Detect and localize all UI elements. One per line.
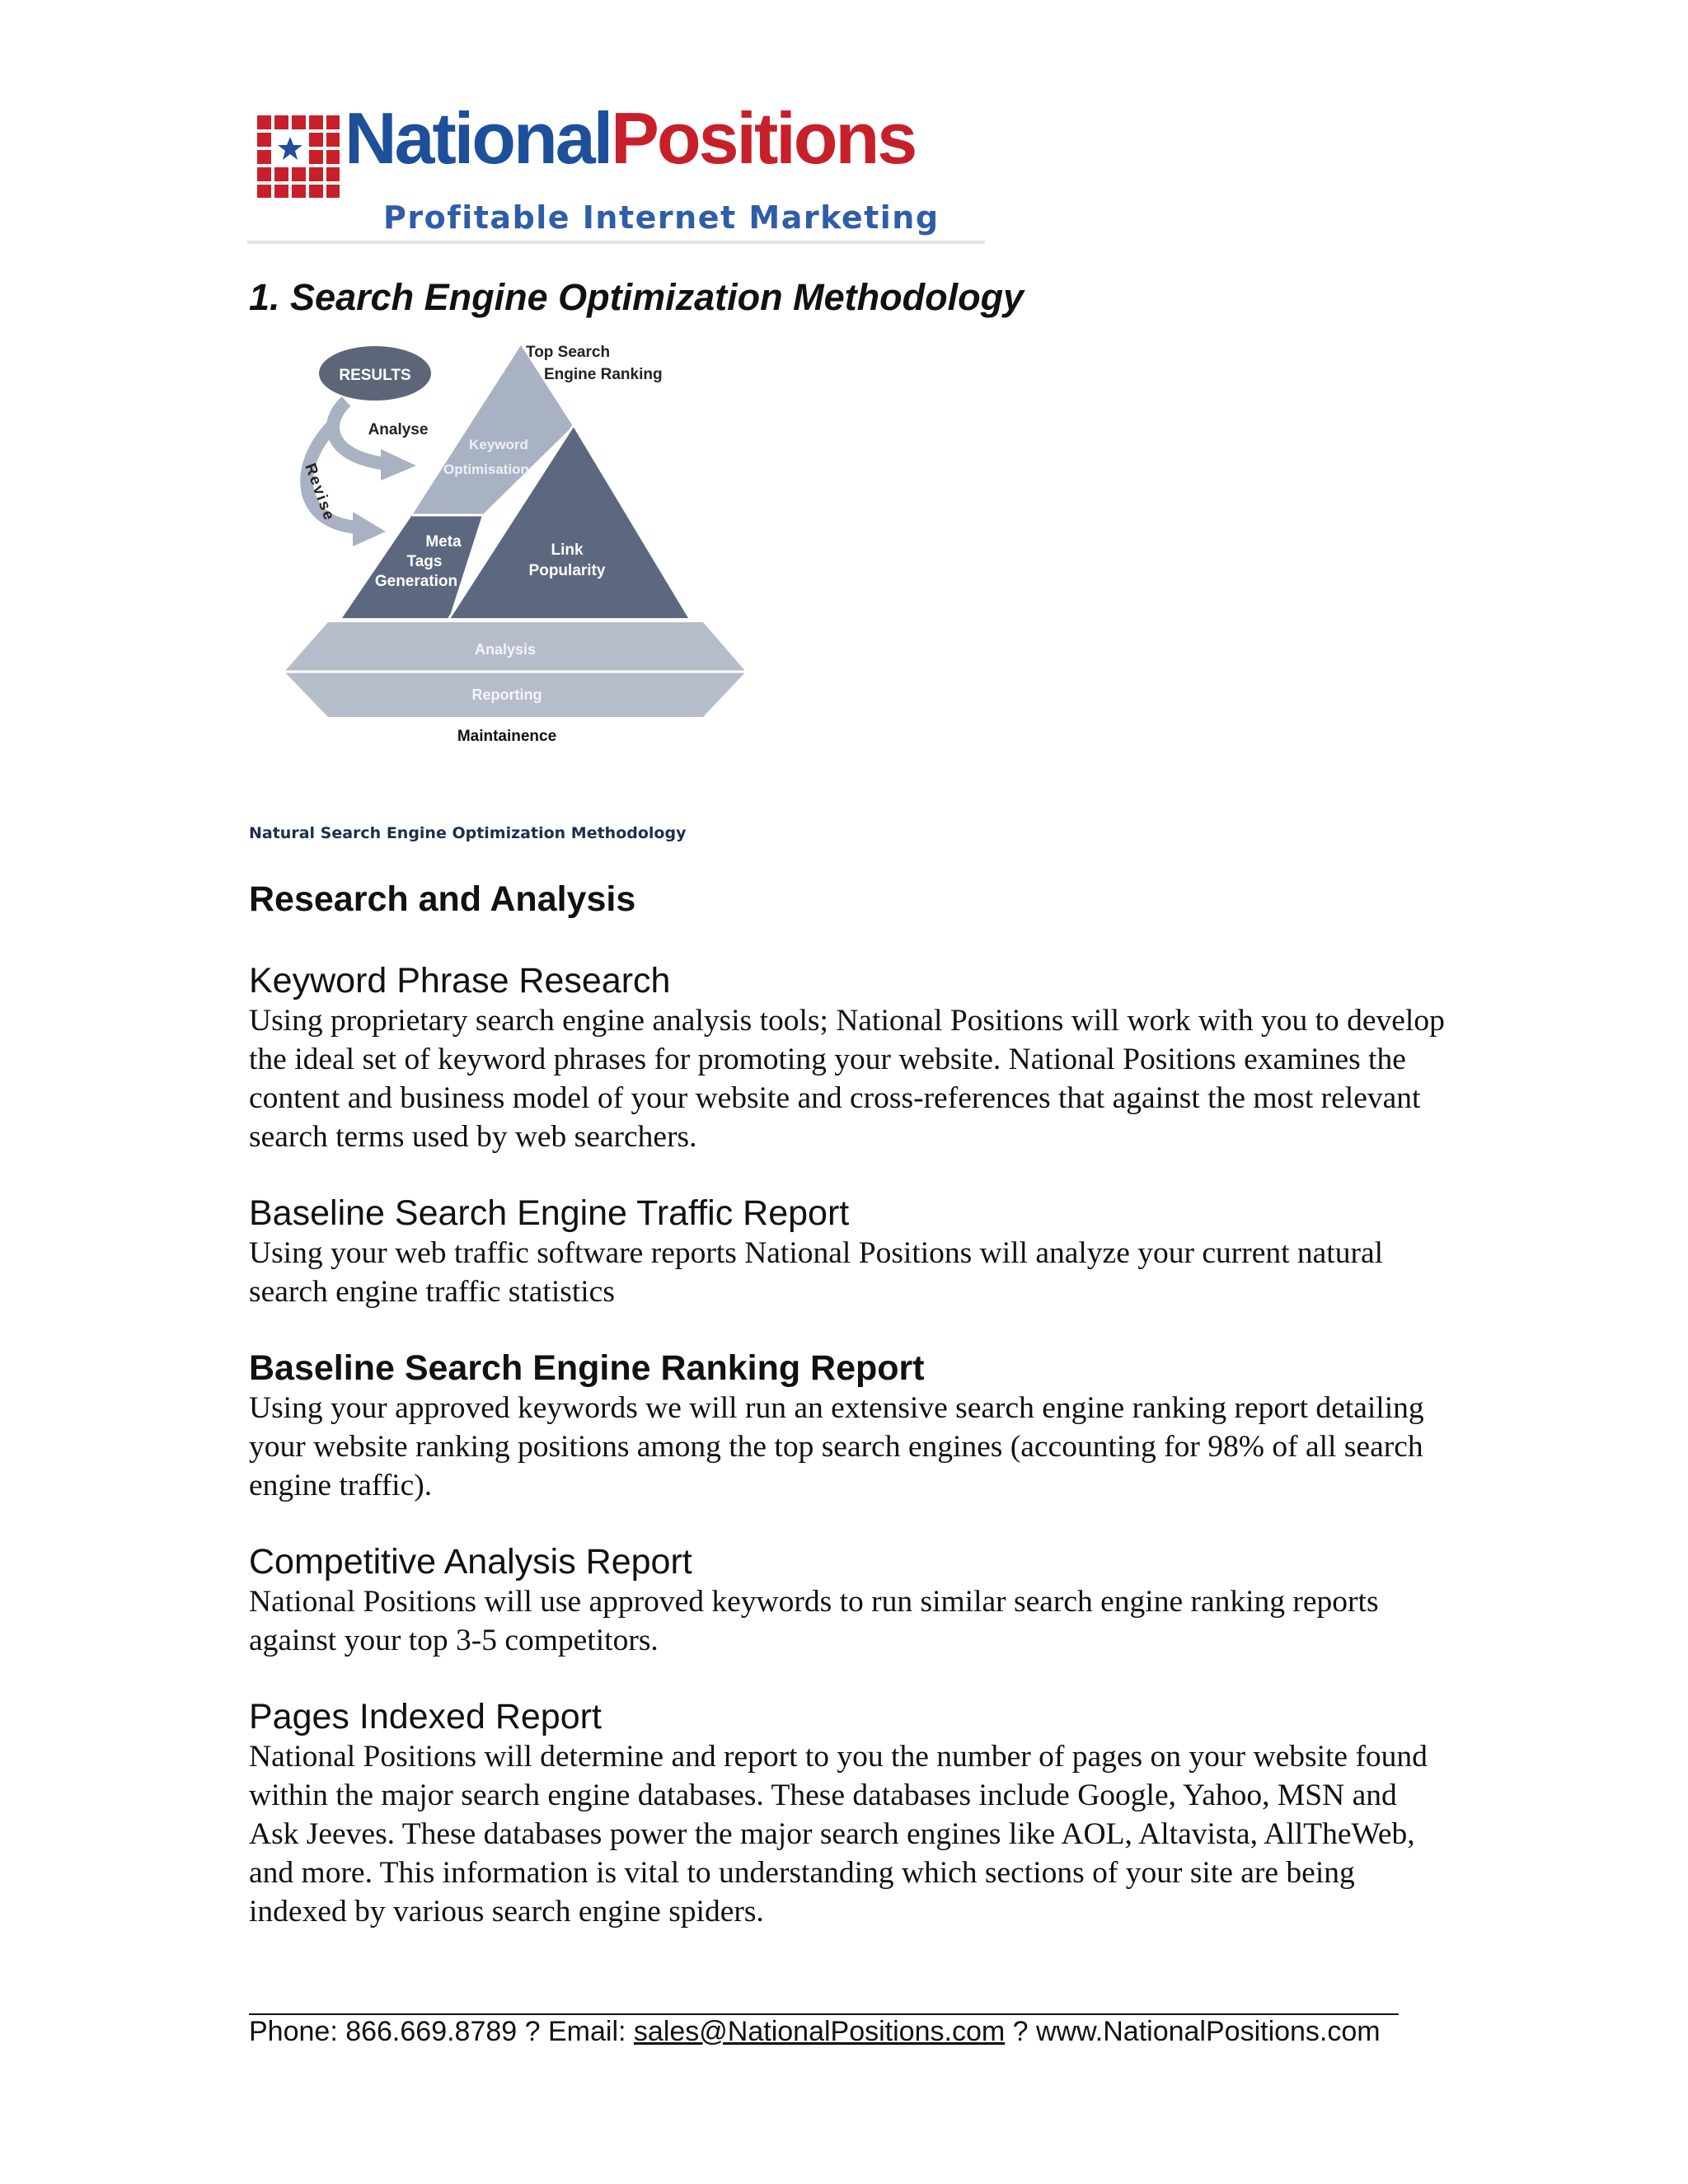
footer-website: www.NationalPositions.com: [1036, 2016, 1381, 2047]
traffic-report-section: [249, 1193, 1452, 1311]
footer-email-link[interactable]: sales@NationalPositions.com: [633, 2016, 1006, 2047]
footer-phone: Phone: 866.669.8789 ? Email:: [249, 2016, 634, 2047]
footer-separator: ?: [1005, 2016, 1036, 2047]
link-label-1: Link: [551, 541, 584, 559]
results-label: RESULTS: [339, 367, 411, 384]
logo-wordmark: [345, 97, 916, 179]
keyword-phrase-research-heading: Keyword Phrase Research: [249, 961, 671, 1001]
seo-methodology-diagram: [247, 334, 775, 762]
top-ranking-label-1: Top Search: [526, 344, 611, 361]
link-label-2: Popularity: [528, 562, 606, 579]
pages-indexed-heading: Pages Indexed Report: [249, 1697, 602, 1736]
reporting-label: Reporting: [471, 687, 542, 703]
section-heading: Research and Analysis: [249, 879, 636, 919]
meta-label-2: Tags: [406, 553, 443, 570]
company-logo: [247, 97, 985, 246]
keyword-label-1: Keyword: [469, 437, 528, 452]
meta-label-3: Generation: [374, 573, 458, 590]
meta-label-1: Meta: [425, 533, 462, 551]
ranking-report-section: [249, 1347, 1452, 1505]
page-title: 1. Search Engine Optimization Methodology: [249, 276, 1025, 318]
ranking-report-body: Using your approved keywords we will run an extensive search engine ranking report detailing your website ranking positions among the top search engines (accounting for 98% of all search engine traffic).: [249, 1391, 1424, 1502]
maintenance-label: Maintainence: [457, 728, 557, 745]
keyword-phrase-research-section: [249, 960, 1452, 1156]
top-ranking-label-2: Engine Ranking: [544, 366, 663, 383]
competitive-analysis-section: [249, 1541, 1452, 1660]
ranking-report-heading: Baseline Search Engine Ranking Report: [249, 1348, 925, 1388]
competitive-analysis-body: National Positions will use approved keywords to run similar search engine ranking reports against your top 3-5 competitors.: [249, 1585, 1379, 1657]
logo-word-national: National: [345, 97, 612, 179]
pages-indexed-body: National Positions will determine and report to you the number of pages on your website found within the major search engine databases. These databases include Google, Yahoo, MSN and Ask Jeeves. These databases power the major search engines like AOL, Altavista, AllTheWeb, and more. This information is vital to understanding which sections of your site are being indexed by various search engine spiders.: [249, 1740, 1428, 1929]
page-footer: [249, 2013, 1381, 2050]
logo-divider: [247, 241, 985, 244]
keyword-phrase-research-body: Using proprietary search engine analysis tools; National Positions will work with you to develop the ideal set of keyword phrases for promoting your website. National Positions examines the content and business model of your website and cross-references that against the most relevant search terms used by web searchers.: [249, 1004, 1445, 1154]
diagram-caption: Natural Search Engine Optimization Methodology: [249, 824, 687, 842]
traffic-report-body: Using your web traffic software reports National Positions will analyze your current natural search engine traffic statistics: [249, 1236, 1384, 1309]
flag-grid-icon: [257, 115, 340, 198]
logo-word-positions: Positions: [611, 97, 916, 179]
competitive-analysis-heading: Competitive Analysis Report: [249, 1542, 692, 1582]
logo-tagline: Profitable Internet Marketing: [383, 199, 940, 236]
analysis-label: Analysis: [474, 641, 537, 658]
pages-indexed-section: [249, 1696, 1452, 1931]
keyword-label-2: Optimisation: [443, 462, 529, 477]
revise-label: Revise: [301, 461, 339, 524]
analyse-label: Analyse: [368, 421, 429, 438]
traffic-report-heading: Baseline Search Engine Traffic Report: [249, 1193, 850, 1233]
